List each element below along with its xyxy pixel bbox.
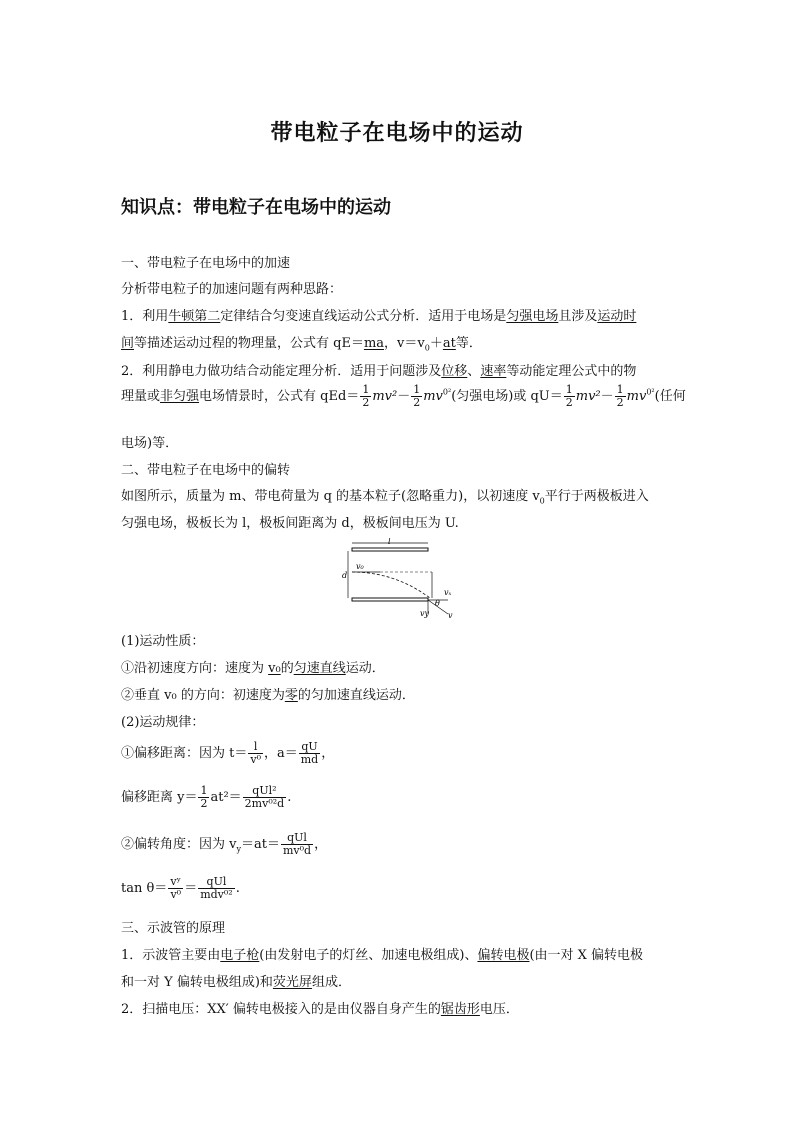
sec2-p1: 如图所示，质量为 m、带电荷量为 q 的基本粒子(忽略重力)，以初速度 $v_0$平行于两极板进入	[121, 489, 649, 506]
label-d: d	[342, 571, 348, 580]
fraction: $\frac{\text{vʸ}}{\text{v⁰}}$	[170, 875, 182, 901]
motion-nature: (1)运动性质：	[121, 634, 205, 649]
sec1-p1-line1: 1．利用牛顿第二定律结合匀变速直线运动公式分析．适用于电场是匀强电场且涉及运动时	[121, 309, 637, 324]
law-1: ①偏移距离：因为 t＝ $\frac{l}{\text{v⁰}}$ ，a＝ $\frac{qU}{md}$ ，	[121, 740, 335, 766]
motion-law: (2)运动规律：	[121, 715, 205, 730]
deflection-diagram	[340, 538, 460, 620]
fraction: $\frac{\text{qUl²}}{\text{2mv⁰²d}}$	[244, 784, 285, 810]
fraction: $\frac{\text{qUl}}{\text{mdv⁰²}}$	[200, 875, 233, 901]
law-2: 偏移距离 y＝ $\frac{1}{2}$ at²＝ $\frac{\text{qUl²}}{\text{2mv⁰²d}}$ .	[121, 784, 292, 810]
sec1-p2-line2: 理量或非匀强电场情景时，公式有 qEd＝ $\frac{1}{2}$ mv²－ $\frac{1}{2}$ $mv^{0^2}$(匀强电场)或 qU＝ $\frac{1}{2}$ mv²－ $\frac{1}{2}$ $mv^{0^2}$(任何	[121, 383, 686, 409]
label-v: v	[448, 611, 453, 620]
fraction: $\frac{l}{\text{v⁰}}$	[250, 740, 261, 766]
fraction: $\frac{1}{2}$	[362, 383, 370, 409]
fraction: $\frac{qU}{md}$	[300, 740, 319, 766]
trajectory	[352, 572, 430, 598]
fraction: $\frac{1}{2}$	[565, 383, 573, 409]
section-heading: 知识点：带电粒子在电场中的运动	[121, 197, 391, 218]
label-v0: v₀	[356, 562, 364, 571]
sec1-p2-line3: 电场)等．	[121, 436, 179, 451]
sec1-heading: 一、带电粒子在电场中的加速	[121, 256, 291, 271]
sec3-p2: 和一对 Y 偏转电极组成)和荧光屏组成．	[121, 975, 351, 990]
top-plate	[352, 548, 428, 551]
fraction: $\frac{\text{qUl}}{\text{mv⁰d}}$	[283, 831, 312, 857]
sec3-heading: 三、示波管的原理	[121, 921, 226, 936]
motion-2: ②垂直 v₀ 的方向：初速度为零的匀加速直线运动．	[121, 688, 415, 703]
page-title: 带电粒子在电场中的运动	[270, 121, 524, 146]
label-vy: vy	[420, 609, 430, 618]
sec1-p1-line2: 间等描述运动过程的物理量，公式有 qE＝ma，$v=v_0+at$等．	[121, 336, 482, 353]
fraction: $\frac{1}{2}$	[200, 784, 208, 810]
sec2-p2: 匀强电场，极板长为 l，极板间距离为 d，极板间电压为 U.	[121, 516, 459, 531]
law-4: tan θ＝ $\frac{\text{vʸ}}{\text{v⁰}}$ ＝ $\frac{\text{qUl}}{\text{mdv⁰²}}$ .	[121, 875, 240, 901]
label-l: l	[388, 538, 391, 546]
label-vx: vₓ	[444, 588, 452, 597]
fraction: $\frac{1}{2}$	[616, 383, 624, 409]
sec3-p1: 1．示波管主要由电子枪(由发射电子的灯丝、加速电极组成)、偏转电极(由一对 X 偏转电极	[121, 948, 644, 963]
sec1-p2-line1: 2．利用静电力做功结合动能定理分析．适用于问题涉及位移、速率等动能定理公式中的物	[121, 364, 637, 379]
sec1-intro: 分析带电粒子的加速问题有两种思路：	[121, 282, 343, 297]
sec3-p3: 2．扫描电压：XX′ 偏转电极接入的是由仪器自身产生的锯齿形电压．	[121, 1002, 519, 1017]
law-3: ②偏转角度：因为 $v_y=at=$ $\frac{\text{qUl}}{\text{mv⁰d}}$ ，	[121, 831, 328, 857]
fraction: $\frac{1}{2}$	[413, 383, 421, 409]
bottom-plate	[352, 598, 428, 601]
motion-1: ①沿初速度方向：速度为 v₀的匀速直线运动．	[121, 661, 385, 676]
sec2-heading: 二、带电粒子在电场中的偏转	[121, 463, 291, 478]
label-theta: θ	[435, 599, 440, 608]
